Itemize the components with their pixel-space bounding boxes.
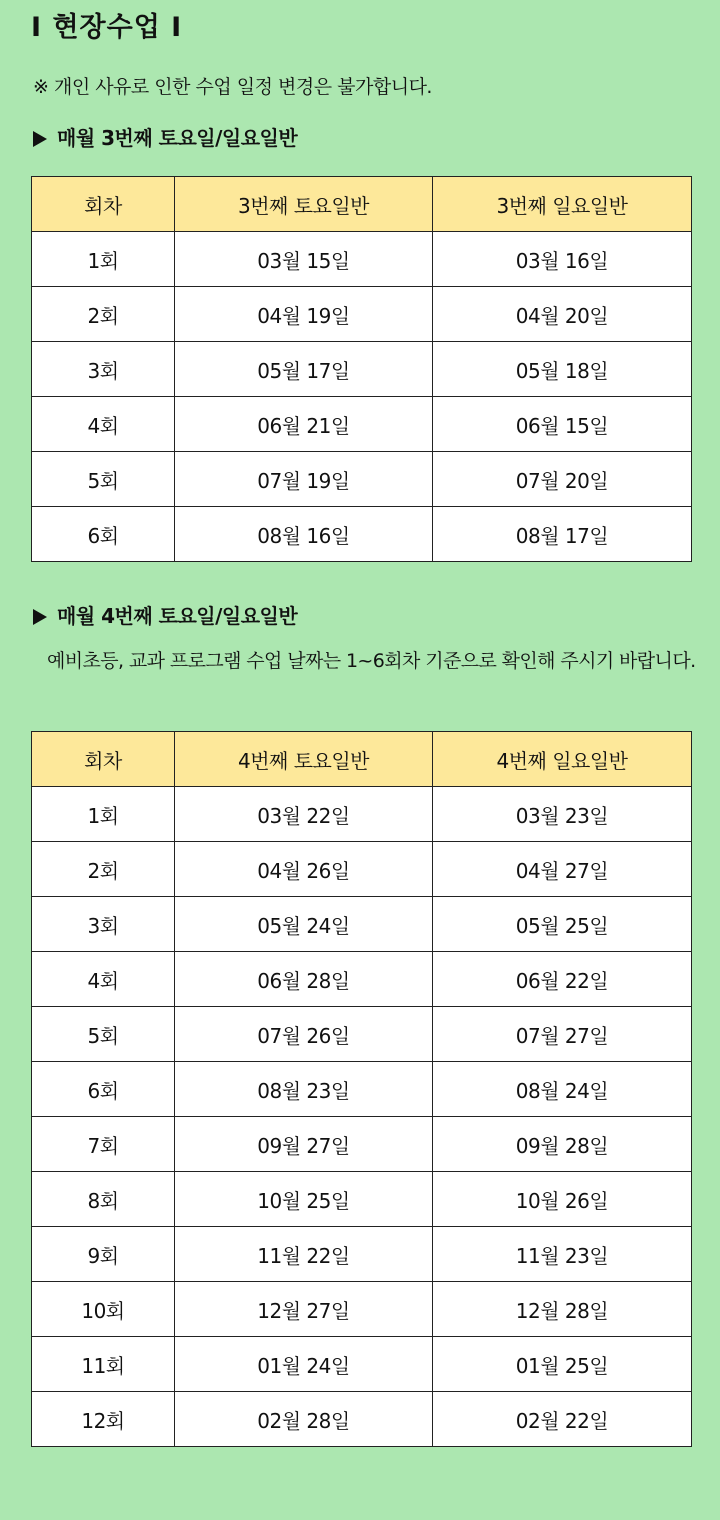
session-cell: 9회 [32,1227,175,1282]
section2-note: 예비초등, 교과 프로그램 수업 날짜는 1~6회차 기준으로 확인해 주시기 바랍니다. [47,650,696,672]
table-row [32,1062,692,1117]
saturday-date-cell: 10월 25일 [175,1172,433,1227]
table-row [32,952,692,1007]
table-row [32,1282,692,1337]
header-saturday: 3번째 토요일반 [175,177,433,232]
section1-heading [33,123,297,153]
table-row [32,232,692,287]
sunday-date-cell: 08월 24일 [433,1062,692,1117]
sunday-date-cell: 07월 20일 [433,452,692,507]
page-title: I 현장수업 I [31,12,183,43]
schedule-change-notice: ※ 개인 사유로 인한 수업 일정 변경은 불가합니다. [33,76,432,98]
saturday-date-cell: 05월 17일 [175,342,433,397]
table-row [32,287,692,342]
header-saturday: 4번째 토요일반 [175,732,433,787]
session-cell: 4회 [32,952,175,1007]
saturday-date-cell: 03월 15일 [175,232,433,287]
table-row [32,452,692,507]
sunday-date-cell: 01월 25일 [433,1337,692,1392]
table-header-row [32,732,692,787]
fourth-weekend-schedule-table [31,731,692,1447]
sunday-date-cell: 05월 18일 [433,342,692,397]
saturday-date-cell: 11월 22일 [175,1227,433,1282]
session-cell: 8회 [32,1172,175,1227]
session-cell: 3회 [32,897,175,952]
section2-heading [33,601,297,631]
table-row [32,397,692,452]
sunday-date-cell: 03월 23일 [433,787,692,842]
table-header-row [32,177,692,232]
table-row [32,1337,692,1392]
sunday-date-cell: 04월 27일 [433,842,692,897]
session-cell: 6회 [32,1062,175,1117]
section1-heading-text: 매월 3번째 토요일/일요일반 [57,126,298,150]
table-row [32,1007,692,1062]
sunday-date-cell: 06월 15일 [433,397,692,452]
header-session: 회차 [32,732,175,787]
triangle-right-icon [33,609,47,625]
session-cell: 1회 [32,787,175,842]
header-sunday: 4번째 일요일반 [433,732,692,787]
table-row [32,1117,692,1172]
table-row [32,787,692,842]
table-row [32,1172,692,1227]
session-cell: 5회 [32,1007,175,1062]
session-cell: 7회 [32,1117,175,1172]
session-cell: 2회 [32,842,175,897]
saturday-date-cell: 09월 27일 [175,1117,433,1172]
sunday-date-cell: 10월 26일 [433,1172,692,1227]
sunday-date-cell: 11월 23일 [433,1227,692,1282]
session-cell: 10회 [32,1282,175,1337]
session-cell: 3회 [32,342,175,397]
header-sunday: 3번째 일요일반 [433,177,692,232]
session-cell: 4회 [32,397,175,452]
saturday-date-cell: 03월 22일 [175,787,433,842]
session-cell: 2회 [32,287,175,342]
sunday-date-cell: 03월 16일 [433,232,692,287]
saturday-date-cell: 06월 28일 [175,952,433,1007]
saturday-date-cell: 08월 23일 [175,1062,433,1117]
sunday-date-cell: 04월 20일 [433,287,692,342]
saturday-date-cell: 02월 28일 [175,1392,433,1447]
saturday-date-cell: 06월 21일 [175,397,433,452]
saturday-date-cell: 07월 19일 [175,452,433,507]
saturday-date-cell: 04월 26일 [175,842,433,897]
table-row [32,1227,692,1282]
section2-heading-text: 매월 4번째 토요일/일요일반 [57,604,298,628]
table-row [32,507,692,562]
session-cell: 6회 [32,507,175,562]
session-cell: 1회 [32,232,175,287]
session-cell: 12회 [32,1392,175,1447]
sunday-date-cell: 08월 17일 [433,507,692,562]
table-row [32,1392,692,1447]
session-cell: 5회 [32,452,175,507]
table-row [32,842,692,897]
saturday-date-cell: 01월 24일 [175,1337,433,1392]
session-cell: 11회 [32,1337,175,1392]
sunday-date-cell: 02월 22일 [433,1392,692,1447]
saturday-date-cell: 08월 16일 [175,507,433,562]
sunday-date-cell: 07월 27일 [433,1007,692,1062]
saturday-date-cell: 12월 27일 [175,1282,433,1337]
sunday-date-cell: 09월 28일 [433,1117,692,1172]
saturday-date-cell: 05월 24일 [175,897,433,952]
sunday-date-cell: 12월 28일 [433,1282,692,1337]
third-weekend-schedule-table [31,176,692,562]
saturday-date-cell: 04월 19일 [175,287,433,342]
table-row [32,342,692,397]
sunday-date-cell: 06월 22일 [433,952,692,1007]
header-session: 회차 [32,177,175,232]
table-row [32,897,692,952]
saturday-date-cell: 07월 26일 [175,1007,433,1062]
triangle-right-icon [33,131,47,147]
sunday-date-cell: 05월 25일 [433,897,692,952]
